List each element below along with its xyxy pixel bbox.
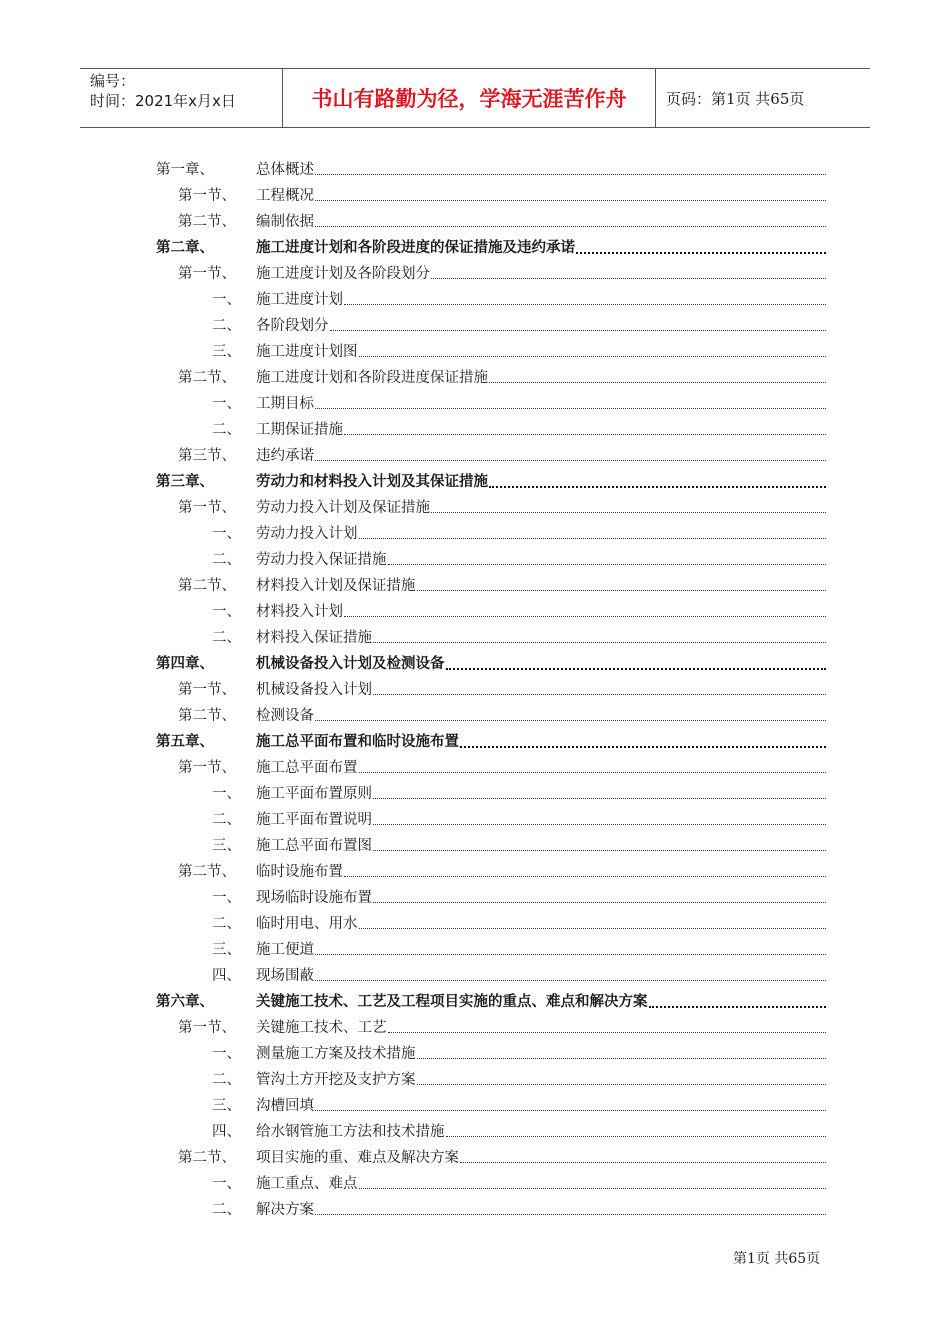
toc-entry-title: 总体概述 xyxy=(256,162,314,178)
toc-entry-number: 三、 xyxy=(212,344,241,360)
toc-entry-title: 劳动力和材料投入计划及其保证措施 xyxy=(256,473,488,490)
toc-entry-title: 机械设备投入计划及检测设备 xyxy=(256,655,445,672)
toc-entry-line xyxy=(256,1067,826,1093)
toc-entry-line xyxy=(256,261,826,287)
toc-entry-title: 施工进度计划图 xyxy=(256,344,358,360)
toc-entry-number: 第三节、 xyxy=(178,448,236,464)
toc-entry[interactable] xyxy=(0,235,950,261)
header-page-label: 页码：第1页 共65页 xyxy=(666,89,805,108)
toc-entry-line xyxy=(256,339,826,365)
toc-entry-number: 二、 xyxy=(212,1202,241,1218)
toc-entry-title: 编制依据 xyxy=(256,214,314,230)
toc-leader-dots xyxy=(460,1145,826,1163)
toc-leader-dots xyxy=(330,313,827,331)
toc-entry-line xyxy=(256,885,826,911)
toc-entry[interactable] xyxy=(0,1067,950,1093)
toc-leader-dots xyxy=(315,209,826,227)
toc-entry-line xyxy=(256,807,826,833)
table-of-contents xyxy=(0,157,950,1223)
toc-entry-number: 二、 xyxy=(212,1072,241,1088)
toc-entry-line xyxy=(256,833,826,859)
toc-entry-number: 三、 xyxy=(212,942,241,958)
toc-entry-number: 一、 xyxy=(212,604,241,620)
toc-entry-number: 一、 xyxy=(212,890,241,906)
toc-entry-title: 临时设施布置 xyxy=(256,864,343,880)
toc-entry-number: 第六章、 xyxy=(156,993,214,1010)
toc-entry-title: 给水钢管施工方法和技术措施 xyxy=(256,1124,445,1140)
toc-entry-number: 二、 xyxy=(212,318,241,334)
toc-entry-line xyxy=(256,521,826,547)
toc-entry-line xyxy=(256,417,826,443)
toc-leader-dots xyxy=(388,1015,827,1033)
toc-entry[interactable] xyxy=(0,261,950,287)
toc-entry-title: 施工平面布置说明 xyxy=(256,812,372,828)
toc-entry-line xyxy=(256,183,826,209)
toc-entry-line xyxy=(256,937,826,963)
toc-entry-title: 机械设备投入计划 xyxy=(256,682,372,698)
toc-leader-dots xyxy=(576,235,826,254)
toc-entry-title: 关键施工技术、工艺及工程项目实施的重点、难点和解决方案 xyxy=(256,993,648,1010)
toc-entry[interactable] xyxy=(0,833,950,859)
toc-entry-title: 劳动力投入计划 xyxy=(256,526,358,542)
toc-entry[interactable] xyxy=(0,807,950,833)
page-footer: 第1页 共65页 xyxy=(733,1251,821,1267)
toc-leader-dots xyxy=(359,1171,827,1189)
toc-entry-title: 材料投入计划 xyxy=(256,604,343,620)
toc-entry-title: 施工便道 xyxy=(256,942,314,958)
toc-leader-dots xyxy=(431,261,826,279)
toc-entry[interactable] xyxy=(0,443,950,469)
toc-entry-title: 沟槽回填 xyxy=(256,1098,314,1114)
toc-leader-dots xyxy=(373,625,826,643)
toc-leader-dots xyxy=(344,417,826,435)
toc-leader-dots xyxy=(373,807,826,825)
toc-entry[interactable] xyxy=(0,547,950,573)
toc-entry-line xyxy=(256,495,826,521)
toc-entry-number: 三、 xyxy=(212,1098,241,1114)
header-time-label: 时间：2021年x月x日 xyxy=(90,92,236,110)
toc-entry[interactable] xyxy=(0,365,950,391)
toc-entry-title: 工程概况 xyxy=(256,188,314,204)
toc-entry[interactable] xyxy=(0,495,950,521)
toc-entry-number: 第一节、 xyxy=(178,188,236,204)
toc-entry[interactable] xyxy=(0,521,950,547)
toc-leader-dots xyxy=(417,1067,827,1085)
toc-leader-dots xyxy=(489,469,826,488)
toc-entry[interactable] xyxy=(0,391,950,417)
toc-leader-dots xyxy=(460,729,826,748)
toc-leader-dots xyxy=(446,651,827,670)
toc-entry-line xyxy=(256,1119,826,1145)
toc-leader-dots xyxy=(373,781,826,799)
toc-entry-line xyxy=(256,911,826,937)
toc-entry[interactable] xyxy=(0,599,950,625)
toc-entry[interactable] xyxy=(0,209,950,235)
toc-entry-line xyxy=(256,703,826,729)
toc-entry[interactable] xyxy=(0,1197,950,1223)
toc-entry-title: 施工总平面布置 xyxy=(256,760,358,776)
toc-entry-line xyxy=(256,989,826,1015)
toc-entry-line xyxy=(256,599,826,625)
toc-entry-line xyxy=(256,469,826,495)
toc-entry[interactable] xyxy=(0,1145,950,1171)
toc-entry[interactable] xyxy=(0,1119,950,1145)
toc-entry-number: 一、 xyxy=(212,396,241,412)
toc-entry[interactable] xyxy=(0,1015,950,1041)
toc-leader-dots xyxy=(373,833,826,851)
toc-entry-number: 第二节、 xyxy=(178,370,236,386)
toc-entry-number: 一、 xyxy=(212,526,241,542)
toc-leader-dots xyxy=(359,339,827,357)
toc-leader-dots xyxy=(315,1093,826,1111)
toc-leader-dots xyxy=(315,183,826,201)
toc-entry-line xyxy=(256,625,826,651)
toc-entry-line xyxy=(256,963,826,989)
toc-entry-title: 现场临时设施布置 xyxy=(256,890,372,906)
toc-entry-line xyxy=(256,573,826,599)
toc-leader-dots xyxy=(431,495,826,513)
toc-entry[interactable] xyxy=(0,703,950,729)
toc-entry-number: 第二节、 xyxy=(178,578,236,594)
toc-entry[interactable] xyxy=(0,937,950,963)
toc-entry-number: 二、 xyxy=(212,812,241,828)
toc-entry-title: 项目实施的重、难点及解决方案 xyxy=(256,1150,459,1166)
toc-leader-dots xyxy=(315,391,826,409)
toc-entry-line xyxy=(256,235,826,261)
toc-entry-line xyxy=(256,287,826,313)
toc-leader-dots xyxy=(315,703,826,721)
toc-entry-line xyxy=(256,859,826,885)
toc-entry-number: 一、 xyxy=(212,786,241,802)
toc-leader-dots xyxy=(315,443,826,461)
toc-entry-title: 工期保证措施 xyxy=(256,422,343,438)
toc-entry[interactable] xyxy=(0,677,950,703)
toc-entry-title: 违约承诺 xyxy=(256,448,314,464)
toc-entry-number: 二、 xyxy=(212,916,241,932)
toc-entry-title: 关键施工技术、工艺 xyxy=(256,1020,387,1036)
toc-entry-title: 施工进度计划 xyxy=(256,292,343,308)
toc-entry-number: 第三章、 xyxy=(156,473,214,490)
toc-entry[interactable] xyxy=(0,417,950,443)
toc-leader-dots xyxy=(489,365,826,383)
toc-entry-line xyxy=(256,781,826,807)
toc-entry-number: 一、 xyxy=(212,1176,241,1192)
toc-entry-number: 第二章、 xyxy=(156,239,214,256)
toc-entry-line xyxy=(256,443,826,469)
toc-leader-dots xyxy=(388,547,827,565)
header-number-label: 编号： xyxy=(90,72,136,90)
toc-entry-title: 测量施工方案及技术措施 xyxy=(256,1046,416,1062)
toc-entry-line xyxy=(256,157,826,183)
toc-entry-title: 材料投入计划及保证措施 xyxy=(256,578,416,594)
page-header xyxy=(80,68,870,128)
toc-entry-line xyxy=(256,677,826,703)
toc-entry-number: 二、 xyxy=(212,630,241,646)
toc-entry-title: 施工总平面布置和临时设施布置 xyxy=(256,733,459,750)
toc-entry-number: 三、 xyxy=(212,838,241,854)
toc-entry-title: 劳动力投入计划及保证措施 xyxy=(256,500,430,516)
toc-entry[interactable] xyxy=(0,1171,950,1197)
toc-entry[interactable] xyxy=(0,963,950,989)
toc-entry-line xyxy=(256,1197,826,1223)
toc-entry-line xyxy=(256,547,826,573)
toc-leader-dots xyxy=(344,859,826,877)
toc-entry-number: 第二节、 xyxy=(178,708,236,724)
toc-entry-title: 现场围蔽 xyxy=(256,968,314,984)
toc-leader-dots xyxy=(315,963,826,981)
toc-entry[interactable] xyxy=(0,755,950,781)
toc-entry-title: 劳动力投入保证措施 xyxy=(256,552,387,568)
toc-entry-line xyxy=(256,1015,826,1041)
toc-entry-number: 四、 xyxy=(212,968,241,984)
toc-entry-line xyxy=(256,1171,826,1197)
toc-entry[interactable] xyxy=(0,729,950,755)
toc-entry-line xyxy=(256,651,826,677)
toc-entry-number: 四、 xyxy=(212,1124,241,1140)
toc-entry-number: 第五章、 xyxy=(156,733,214,750)
toc-entry[interactable] xyxy=(0,287,950,313)
toc-entry-number: 第一章、 xyxy=(156,162,214,178)
toc-leader-dots xyxy=(344,287,826,305)
toc-entry-number: 第一节、 xyxy=(178,266,236,282)
header-meta xyxy=(80,69,282,127)
toc-entry-line xyxy=(256,1145,826,1171)
toc-entry-title: 施工平面布置原则 xyxy=(256,786,372,802)
toc-entry-number: 二、 xyxy=(212,422,241,438)
toc-leader-dots xyxy=(446,1119,827,1137)
toc-entry[interactable] xyxy=(0,573,950,599)
toc-entry-number: 第一节、 xyxy=(178,1020,236,1036)
toc-entry[interactable] xyxy=(0,781,950,807)
toc-entry[interactable] xyxy=(0,313,950,339)
toc-leader-dots xyxy=(315,157,826,175)
toc-leader-dots xyxy=(359,911,827,929)
toc-entry[interactable] xyxy=(0,989,950,1015)
toc-entry-title: 材料投入保证措施 xyxy=(256,630,372,646)
toc-entry[interactable] xyxy=(0,1093,950,1119)
toc-entry-title: 施工总平面布置图 xyxy=(256,838,372,854)
toc-entry[interactable] xyxy=(0,1041,950,1067)
toc-leader-dots xyxy=(315,1197,826,1215)
toc-leader-dots xyxy=(359,755,827,773)
toc-entry-line xyxy=(256,365,826,391)
toc-entry-title: 施工进度计划和各阶段进度的保证措施及违约承诺 xyxy=(256,239,575,256)
toc-entry-number: 一、 xyxy=(212,1046,241,1062)
toc-entry-number: 第二节、 xyxy=(178,864,236,880)
toc-leader-dots xyxy=(359,521,827,539)
toc-entry-line xyxy=(256,313,826,339)
toc-entry-title: 解决方案 xyxy=(256,1202,314,1218)
toc-entry[interactable] xyxy=(0,885,950,911)
toc-leader-dots xyxy=(417,1041,827,1059)
toc-entry-title: 管沟土方开挖及支护方案 xyxy=(256,1072,416,1088)
toc-entry[interactable] xyxy=(0,911,950,937)
toc-entry-title: 施工进度计划及各阶段划分 xyxy=(256,266,430,282)
toc-entry-number: 二、 xyxy=(212,552,241,568)
toc-entry-number: 第四章、 xyxy=(156,655,214,672)
toc-entry-title: 临时用电、用水 xyxy=(256,916,358,932)
toc-entry-number: 第一节、 xyxy=(178,682,236,698)
toc-entry-number: 一、 xyxy=(212,292,241,308)
toc-entry-line xyxy=(256,755,826,781)
toc-entry[interactable] xyxy=(0,859,950,885)
toc-leader-dots xyxy=(649,989,827,1008)
toc-leader-dots xyxy=(344,599,826,617)
toc-leader-dots xyxy=(315,937,826,955)
toc-entry-number: 第一节、 xyxy=(178,760,236,776)
toc-entry-line xyxy=(256,1041,826,1067)
toc-entry[interactable] xyxy=(0,625,950,651)
toc-entry-number: 第二节、 xyxy=(178,214,236,230)
toc-leader-dots xyxy=(373,677,826,695)
toc-entry-title: 施工重点、难点 xyxy=(256,1176,358,1192)
toc-entry-line xyxy=(256,391,826,417)
toc-entry-title: 检测设备 xyxy=(256,708,314,724)
toc-entry[interactable] xyxy=(0,469,950,495)
toc-entry[interactable] xyxy=(0,183,950,209)
toc-entry[interactable] xyxy=(0,157,950,183)
header-slogan: 书山有路勤为径，学海无涯苦作舟 xyxy=(282,69,656,127)
toc-entry-number: 第二节、 xyxy=(178,1150,236,1166)
toc-leader-dots xyxy=(417,573,827,591)
toc-entry-title: 施工进度计划和各阶段进度保证措施 xyxy=(256,370,488,386)
toc-entry-title: 工期目标 xyxy=(256,396,314,412)
toc-entry[interactable] xyxy=(0,651,950,677)
toc-entry-line xyxy=(256,1093,826,1119)
toc-leader-dots xyxy=(373,885,826,903)
toc-entry-line xyxy=(256,729,826,755)
toc-entry[interactable] xyxy=(0,339,950,365)
toc-entry-line xyxy=(256,209,826,235)
toc-entry-title: 各阶段划分 xyxy=(256,318,329,334)
toc-entry-number: 第一节、 xyxy=(178,500,236,516)
